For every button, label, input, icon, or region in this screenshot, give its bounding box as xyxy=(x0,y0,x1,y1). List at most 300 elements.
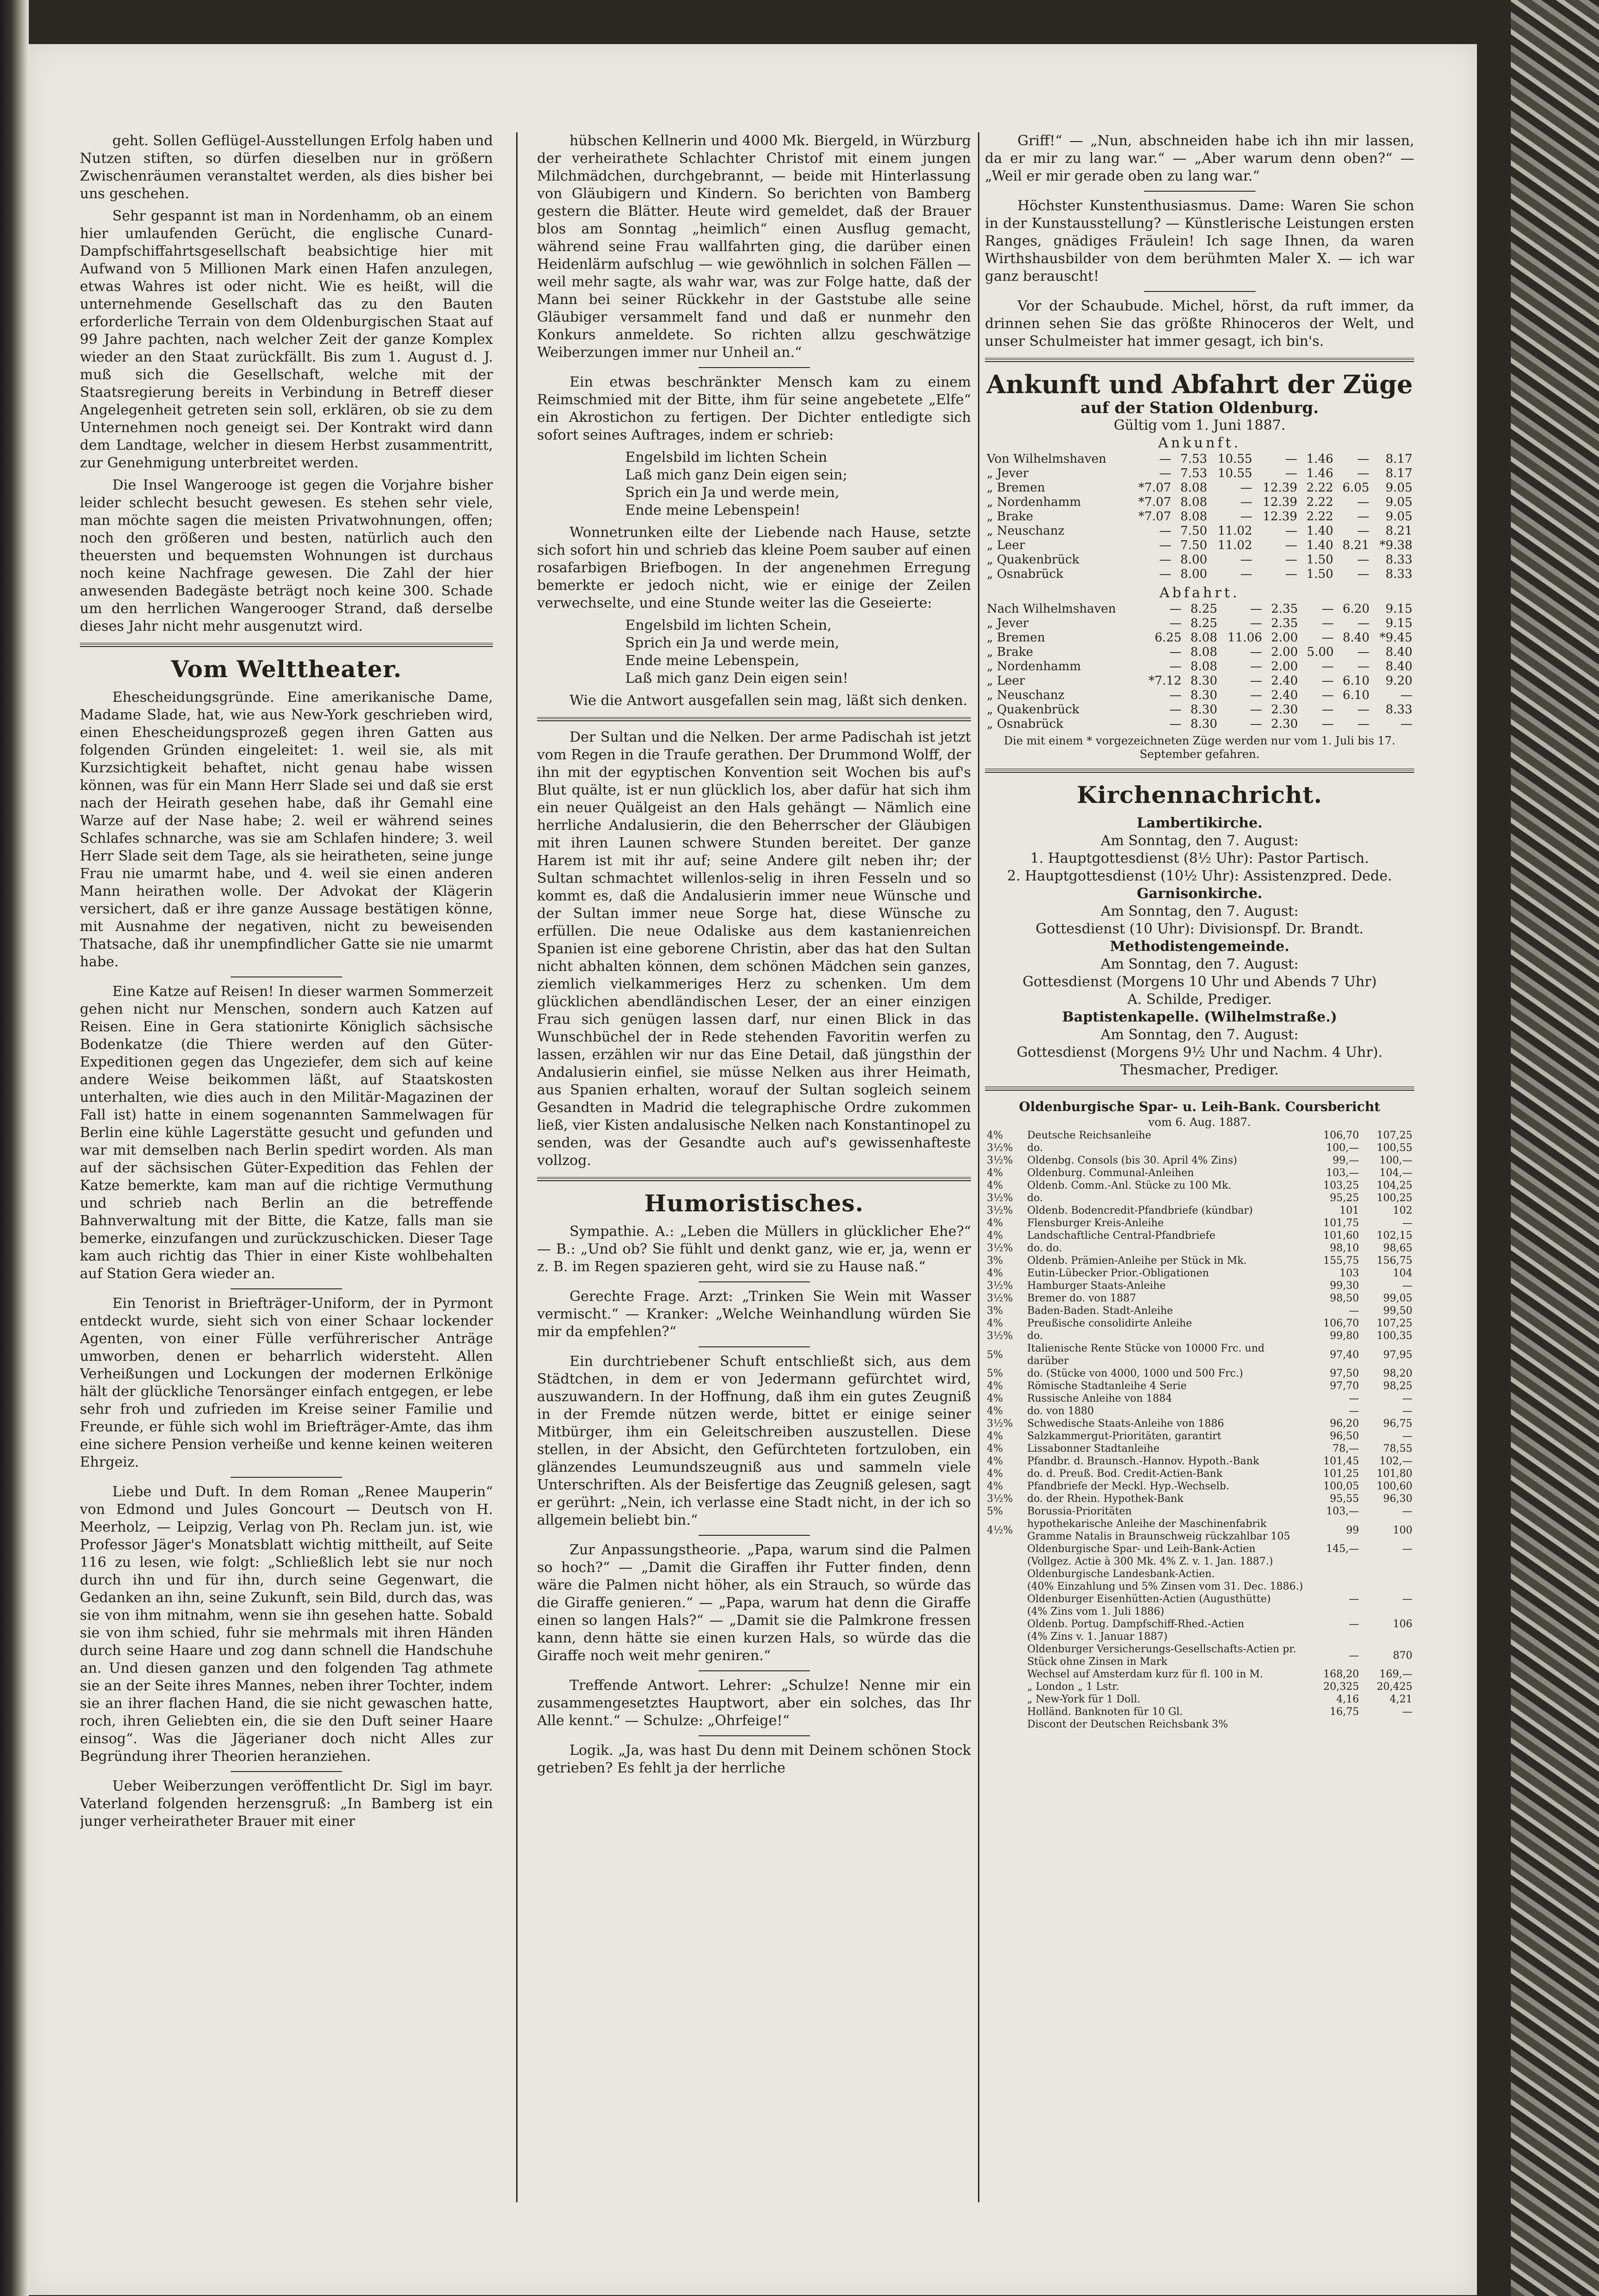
table-cell: — xyxy=(1169,645,1182,659)
table-cell: — xyxy=(1402,1405,1412,1417)
table-cell: 8.30 xyxy=(1190,674,1217,688)
table-cell: Italienische Rente Stücke von 10000 Frc. und darüber xyxy=(1027,1343,1265,1367)
table-cell: 98,50 xyxy=(1329,1293,1359,1304)
table-cell: 6.25 xyxy=(1154,631,1182,645)
bank-title: Oldenburgische Spar- u. Leih-Bank. Coursbericht xyxy=(1019,1099,1380,1114)
paragraph: Ueber Weiberzungen veröffentlicht Dr. Sigl im bayr. Vaterland folgenden herzensgruß: „In Bamberg ist ein junger verheiratheter Brauer mit einer xyxy=(80,1778,493,1830)
table-row xyxy=(985,1568,1414,1580)
table-cell: 6.10 xyxy=(1342,674,1370,688)
table-cell: do. der Rhein. Hypothek-Bank xyxy=(1027,1493,1184,1505)
table-cell: 102 xyxy=(1393,1205,1412,1216)
table-cell: 5% xyxy=(987,1368,1003,1379)
table-cell: 2.00 xyxy=(1271,631,1298,645)
table-row xyxy=(985,1242,1414,1255)
table-cell: „ Bremen xyxy=(987,481,1045,495)
table-cell: — xyxy=(1159,567,1172,581)
table-cell xyxy=(1308,1605,1361,1618)
table-row xyxy=(985,1154,1414,1167)
table-cell: 102,15 xyxy=(1377,1230,1412,1242)
church-line: 1. Hauptgottesdienst (8½ Uhr): Pastor Partisch. xyxy=(1030,850,1369,867)
table-cell: 97,50 xyxy=(1329,1368,1359,1379)
table-cell: do. xyxy=(1027,1192,1043,1204)
table-cell: 6.10 xyxy=(1342,688,1370,702)
table-cell: do. d. Preuß. Bod. Credit-Actien-Bank xyxy=(1027,1468,1223,1480)
table-cell: 8.30 xyxy=(1190,688,1217,702)
table-cell xyxy=(985,1555,1025,1568)
table-row xyxy=(985,1580,1414,1593)
table-cell: 11.06 xyxy=(1227,631,1262,645)
table-cell: 1.40 xyxy=(1306,524,1334,538)
table-cell: Eutin-Lübecker Prior.-Obligationen xyxy=(1027,1268,1209,1279)
table-cell: — xyxy=(1402,1393,1412,1404)
table-cell: 9.05 xyxy=(1385,481,1412,495)
table-cell: 4% xyxy=(987,1430,1003,1442)
table-cell: 4,21 xyxy=(1390,1694,1412,1705)
table-cell: 7.53 xyxy=(1180,466,1207,480)
table-cell: — xyxy=(1285,524,1297,538)
table-cell xyxy=(1308,1630,1361,1643)
poem-line: Engelsbild im lichten Schein xyxy=(625,449,828,466)
poem-line: Ende meine Lebenspein, xyxy=(625,653,799,669)
table-cell: 98,25 xyxy=(1383,1380,1412,1392)
table-cell xyxy=(1308,1718,1361,1731)
table-cell: 97,95 xyxy=(1383,1349,1412,1361)
table-row xyxy=(985,1618,1414,1630)
table-row xyxy=(985,1681,1414,1693)
table-cell: 4% xyxy=(987,1455,1003,1467)
poem-line: Sprich ein Ja und werde mein, xyxy=(625,635,840,651)
table-row xyxy=(985,510,1414,524)
table-cell xyxy=(985,1681,1025,1693)
table-cell: 96,75 xyxy=(1383,1418,1412,1429)
table-cell: Oldenburgische Landesbank-Actien. xyxy=(1027,1568,1215,1580)
church-line: 2. Hauptgottesdienst (10½ Uhr): Assistenzpred. Dede. xyxy=(1007,868,1392,884)
table-cell: 4% xyxy=(987,1468,1003,1480)
table-cell xyxy=(985,1706,1025,1718)
table-cell: — xyxy=(1285,466,1297,480)
table-cell: 1.46 xyxy=(1306,466,1334,480)
divider-short xyxy=(1144,191,1256,192)
paragraph: Logik. „Ja, was hast Du denn mit Deinem schönen Stock getrieben? Es fehlt ja der herrliche xyxy=(537,1742,971,1776)
table-cell xyxy=(985,1718,1025,1731)
table-cell: „ Quakenbrück xyxy=(987,703,1080,717)
table-cell: 107,25 xyxy=(1377,1318,1412,1329)
table-cell: (4% Zins v. 1. Januar 1887) xyxy=(1027,1631,1168,1643)
table-cell: 3½% xyxy=(987,1293,1013,1304)
table-row xyxy=(985,1204,1414,1217)
table-row xyxy=(985,1305,1414,1317)
table-cell: 8.08 xyxy=(1180,495,1207,509)
table-cell: — xyxy=(1402,1430,1412,1442)
table-cell: — xyxy=(1357,510,1370,524)
table-cell: — xyxy=(1357,524,1370,538)
paragraph: Höchster Kunstenthusiasmus. Dame: Waren Sie schon in der Kunstausstellung? — Künstlerische Leistungen ersten Ranges, gnädiges Fräulein! Ich sage Ihnen, da waren Wirthshausbilder von dem berühmten Maler X. — ich war ganz berauscht! xyxy=(985,198,1414,285)
table-cell: 155,75 xyxy=(1323,1255,1359,1267)
table-cell: 101,75 xyxy=(1323,1217,1359,1229)
table-cell: Oldenburg. Communal-Anleihen xyxy=(1027,1167,1194,1179)
table-cell: — xyxy=(1348,1593,1359,1605)
table-cell: *7.07 xyxy=(1138,510,1172,524)
paragraph: Ein durchtriebener Schuft entschließt sich, aus dem Städtchen, in dem er von Jedermann gefürchtet wird, auszuwandern. In der Hoffnung, daß ihm ein gutes Zeugniß in der Fremde nützen werde, bittet er einige seiner Mitbürger, ihm ein Geleitschreiben auszustellen. Diese stellen, in der Absicht, den Gefürchteten fortzuloben, ein glänzendes Leumundszeugniß aus und sammeln viele Unterschriften. Als der Beisfertige das Zeugniß gelesen, sagt er gerührt: „Nein, ich verlasse eine Stadt nicht, in der ich so allgemein beliebt bin.“ xyxy=(537,1353,971,1528)
table-row xyxy=(985,1442,1414,1455)
table-cell: — xyxy=(1169,688,1182,702)
table-cell: — xyxy=(1250,688,1262,702)
table-row xyxy=(985,1518,1414,1543)
table-cell: 103,25 xyxy=(1323,1180,1359,1191)
table-cell: Oldenburger Versicherungs-Gesellschafts-Actien pr. Stück ohne Zinsen in Mark xyxy=(1027,1643,1296,1668)
table-row xyxy=(985,1192,1414,1204)
table-cell xyxy=(1361,1605,1414,1618)
table-cell: 3½% xyxy=(987,1242,1013,1254)
table-cell: 104,— xyxy=(1379,1167,1412,1179)
table-cell xyxy=(985,1643,1025,1668)
arrival-table xyxy=(985,452,1414,582)
table-cell: 870 xyxy=(1393,1649,1412,1662)
train-subtitle: auf der Station Oldenburg. xyxy=(1080,399,1319,417)
table-cell: 2.40 xyxy=(1271,688,1298,702)
paragraph: Wonnetrunken eilte der Liebende nach Hause, setzte sich sofort hin und schrieb das kleine Poem sauber auf einen rosafarbigen Briefbogen. In der angenehmen Erregung bemerkte er jedoch nicht, wie er einige der Zeilen verwechselte, und eine Stunde weiter las die Geseierte: xyxy=(537,524,971,611)
table-cell: 101,80 xyxy=(1377,1468,1412,1480)
table-cell: — xyxy=(1240,481,1252,495)
table-row xyxy=(985,1167,1414,1179)
table-row xyxy=(985,1417,1414,1430)
table-cell: 9.05 xyxy=(1385,495,1412,509)
table-cell: Deutsche Reichsanleihe xyxy=(1027,1130,1152,1141)
divider xyxy=(537,1177,971,1181)
table-cell: 8.30 xyxy=(1190,703,1217,717)
table-cell xyxy=(985,1605,1025,1618)
table-cell: 4% xyxy=(987,1217,1003,1229)
departure-table xyxy=(985,602,1414,731)
table-cell: 99,80 xyxy=(1329,1330,1359,1342)
table-cell: — xyxy=(1321,602,1334,616)
table-cell xyxy=(1308,1580,1361,1593)
table-cell: 2.30 xyxy=(1271,717,1298,731)
church-news xyxy=(985,780,1414,1079)
table-cell: do. do. xyxy=(1027,1242,1062,1254)
paragraph: geht. Sollen Geflügel-Ausstellungen Erfolg haben und Nutzen stiften, so dürfen dieselben nur in größern Zwischenräumen veranstaltet werden, als dies bisher bei uns geschehen. xyxy=(80,133,493,202)
table-cell: 4% xyxy=(987,1180,1003,1191)
table-cell: Bremer do. von 1887 xyxy=(1027,1293,1136,1304)
divider-short xyxy=(699,1346,810,1347)
table-cell: 78,55 xyxy=(1383,1443,1412,1455)
paragraph: Der Sultan und die Nelken. Der arme Padischah ist jetzt vom Regen in die Traufe gerathen. Der Drummond Wolff, der ihn mit der egyptischen Konvention seit Wochen bis auf's Blut quälte, ist er nun glücklich los, aber dafür hat sich ihm ein neuer Quälgeist an den Hals gehängt — Nämlich eine herrliche Andalusierin, die den Beherrscher der Gläubigen mit ihren Launen schwere Stunden bereitet. Der ganze Harem ist mit ihr auf; seine Andere gilt neben ihr; der Sultan schmachtet willenlos-selig in ihren Fesseln und so kommt es, daß die Andalusierin immer neue Wünsche und der Sultan immer neue Sorge hat, diese Wünsche zu erfüllen. Die neue Odaliske aus dem kastanienreichen Spanien ist eine geborene Christin, aber das hat den Sultan nicht abhalten können, dem schönen Mädchen sein ganzes, ziemlich vielkammeriges Herz zu schenken. Um dem glücklichen abendländischen Leser, der an einer einzigen Frau sich genügen lassen darf, nur einen Blick in das Wunschbüchel der in Rede stehenden Favoritin werfen zu lassen, erzählen wir nur das Eine Detail, daß jüngsthin der Andalusierin einfiel, sie müsse Nelken aus ihrer Heimath, aus Spanien erhalten, worauf der Sultan sogleich seinem Gesandten in Madrid die telegraphische Ordre zukommen ließ, vier Kisten andalusische Nelken nach Konstantinopel zu senden, was der Gesandte auch auf's gewissenhafteste vollzog. xyxy=(537,729,971,1169)
table-cell: 8.33 xyxy=(1385,703,1412,717)
table-cell: 106,70 xyxy=(1323,1318,1359,1329)
table-cell: 99,30 xyxy=(1329,1280,1359,1292)
table-cell: 101,45 xyxy=(1323,1455,1359,1467)
table-cell: do. von 1880 xyxy=(1027,1405,1094,1417)
table-row xyxy=(985,717,1414,731)
table-cell xyxy=(985,1543,1025,1555)
table-cell: — xyxy=(1169,660,1182,673)
church-line: Gottesdienst (Morgens 10 Uhr und Abends 7 Uhr) xyxy=(1022,974,1377,990)
table-cell: — xyxy=(1240,567,1252,581)
table-cell: 103 xyxy=(1339,1268,1359,1279)
table-cell: — xyxy=(1321,674,1334,688)
table-cell: Discont der Deutschen Reichsbank 3% xyxy=(1027,1719,1228,1730)
column-1 xyxy=(80,132,493,2221)
table-cell: 20,325 xyxy=(1323,1681,1359,1693)
table-cell: 4% xyxy=(987,1481,1003,1492)
table-cell: 99 xyxy=(1346,1524,1359,1536)
table-cell: — xyxy=(1357,703,1370,717)
table-cell: — xyxy=(1250,645,1262,659)
table-cell: 7.50 xyxy=(1180,538,1207,552)
table-cell xyxy=(985,1580,1025,1593)
table-cell: 8.08 xyxy=(1180,481,1207,495)
table-cell: 7.50 xyxy=(1180,524,1207,538)
divider xyxy=(80,643,493,647)
table-cell: — xyxy=(1285,452,1297,466)
paragraph: Wie die Antwort ausgefallen sein mag, läßt sich denken. xyxy=(570,692,968,709)
poem-line: Ende meine Lebenspein! xyxy=(625,502,801,518)
table-cell: — xyxy=(1321,616,1334,630)
table-cell: Russische Anleihe von 1884 xyxy=(1027,1393,1172,1404)
table-cell: — xyxy=(1402,1543,1412,1555)
table-cell: 12.39 xyxy=(1262,481,1297,495)
table-cell xyxy=(1361,1718,1414,1731)
table-cell: 8.40 xyxy=(1385,645,1412,659)
table-cell: „ Leer xyxy=(987,674,1025,688)
table-cell: — xyxy=(1321,631,1334,645)
table-cell: Salzkammergut-Prioritäten, garantirt xyxy=(1027,1430,1222,1442)
table-cell: 5.00 xyxy=(1307,645,1334,659)
table-cell: 169,— xyxy=(1379,1669,1412,1680)
table-cell: — xyxy=(1348,1405,1359,1417)
paragraph: Eine Katze auf Reisen! In dieser warmen Sommerzeit gehen nicht nur Menschen, sondern auch Katzen auf Reisen. Eine in Gera stationirte Königlich sächsische Bodenkatze (die Thiere werden auf den Güter-Expeditionen gegen das Ungeziefer, dem sich auf keine andere Weise beikommen läßt, auf Staatskosten unterhalten, wie dies auch in den Militär-Magazinen der Fall ist) hatte in einem sogenannten Sammelwagen für Berlin eine kühle Lagerstätte gesucht und gefunden und war mit demselben nach Berlin spedirt worden. Als man auf der sächsischen Güter-Expedition das Fehlen der Katze bemerkte, kam man auf die richtige Vermuthung und schrieb nach Berlin an die betreffende Bahnverwaltung mit der Bitte, die Katze, falls man sie bemerke, einzufangen und zurückzuschicken. Dieser Tage kam auch richtig das Thier in einer Kiste wohlbehalten auf Station Gera wieder an. xyxy=(80,983,493,1282)
table-cell: 3½% xyxy=(987,1192,1013,1204)
table-cell: 100,— xyxy=(1326,1142,1359,1154)
table-cell: 20,425 xyxy=(1377,1681,1412,1693)
table-cell: 99,05 xyxy=(1383,1293,1412,1304)
table-cell: „ London „ 1 Lstr. xyxy=(1027,1681,1120,1693)
paragraph: Griff!“ — „Nun, abschneiden habe ich ihn mir lassen, da er mir zu lang war.“ — „Aber warum denn oben?“ — „Weil er mir gerade oben zu lang war.“ xyxy=(985,133,1414,184)
table-cell: 97,40 xyxy=(1329,1349,1359,1361)
table-cell: — xyxy=(1240,553,1252,567)
table-cell: Von Wilhelmshaven xyxy=(987,452,1107,466)
divider-short xyxy=(699,1670,810,1671)
church-title: Kirchennachricht. xyxy=(1077,781,1322,808)
table-cell: Römische Stadtanleihe 4 Serie xyxy=(1027,1380,1187,1392)
table-cell: 8.21 xyxy=(1342,538,1370,552)
book-spine xyxy=(0,0,29,2296)
table-cell: Oldenb. Bodencredit-Pfandbriefe (kündbar) xyxy=(1027,1205,1253,1216)
table-cell: *9.45 xyxy=(1379,631,1412,645)
table-cell: 8.21 xyxy=(1385,524,1412,538)
table-row xyxy=(985,1267,1414,1280)
table-row xyxy=(985,1317,1414,1330)
table-cell: — xyxy=(1250,616,1262,630)
table-cell: — xyxy=(1169,703,1182,717)
table-cell xyxy=(1361,1580,1414,1593)
table-cell: 96,30 xyxy=(1383,1493,1412,1505)
table-cell: „ Quakenbrück xyxy=(987,553,1080,567)
table-cell: — xyxy=(1348,1393,1359,1404)
table-cell: 3½% xyxy=(987,1155,1013,1166)
table-cell: 99,50 xyxy=(1383,1305,1412,1317)
table-cell: — xyxy=(1159,553,1172,567)
table-cell: 8.40 xyxy=(1385,660,1412,673)
table-cell: — xyxy=(1159,466,1172,480)
table-row xyxy=(985,1718,1414,1731)
table-cell: — xyxy=(1400,688,1412,702)
table-cell: — xyxy=(1159,524,1172,538)
table-cell: 8.08 xyxy=(1190,645,1217,659)
table-cell: 8.33 xyxy=(1385,567,1412,581)
table-cell: 3½% xyxy=(987,1418,1013,1429)
table-cell: 98,65 xyxy=(1383,1242,1412,1254)
table-cell: „ Osnabrück xyxy=(987,567,1063,581)
table-cell: Nach Wilhelmshaven xyxy=(987,602,1116,616)
table-cell: „ Leer xyxy=(987,538,1025,552)
table-cell: Preußische consolidirte Anleihe xyxy=(1027,1318,1192,1329)
table-cell: (40% Einzahlung und 5% Zinsen vom 31. Dec. 1886.) xyxy=(1027,1581,1303,1592)
table-row xyxy=(985,703,1414,717)
table-row xyxy=(985,1255,1414,1267)
table-cell: Schwedische Staats-Anleihe von 1886 xyxy=(1027,1418,1224,1429)
table-cell: Baden-Baden. Stadt-Anleihe xyxy=(1027,1305,1173,1317)
table-cell: 104 xyxy=(1393,1268,1412,1279)
table-cell: Wechsel auf Amsterdam kurz für fl. 100 in M. xyxy=(1027,1669,1263,1680)
table-cell: 3½% xyxy=(987,1330,1013,1342)
table-cell: 11.02 xyxy=(1217,538,1252,552)
table-cell: Flensburger Kreis-Anleihe xyxy=(1027,1217,1164,1229)
column-rule xyxy=(516,132,518,2202)
table-cell: Lissabonner Stadtanleihe xyxy=(1027,1443,1159,1455)
table-row xyxy=(985,1605,1414,1618)
table-cell: 8.00 xyxy=(1180,553,1207,567)
table-row xyxy=(985,466,1414,481)
table-cell: — xyxy=(1348,1305,1359,1317)
table-cell: Oldenburgische Spar- und Leih-Bank-Actien xyxy=(1027,1543,1256,1555)
bank-date: vom 6. Aug. 1887. xyxy=(1148,1116,1251,1129)
marbled-edge xyxy=(1511,0,1599,2296)
table-cell: — xyxy=(1348,1618,1359,1630)
table-row xyxy=(985,1405,1414,1417)
table-row xyxy=(985,452,1414,466)
table-cell: „ Nordenhamm xyxy=(987,495,1081,509)
table-cell: — xyxy=(1400,717,1412,731)
table-cell: 145,— xyxy=(1326,1543,1359,1555)
table-cell: 11.02 xyxy=(1217,524,1252,538)
table-cell: 100,25 xyxy=(1377,1192,1412,1204)
table-cell: Pfandbr. d. Braunsch.-Hannov. Hypoth.-Bank xyxy=(1027,1455,1259,1467)
church-line: Methodistengemeinde. xyxy=(1110,938,1289,955)
table-row xyxy=(985,688,1414,703)
church-line: Am Sonntag, den 7. August: xyxy=(1101,1027,1299,1043)
table-row xyxy=(985,1630,1414,1643)
table-cell: 9.20 xyxy=(1385,674,1412,688)
table-cell: Hamburger Staats-Anleihe xyxy=(1027,1280,1166,1292)
section-heading: Vom Welttheater. xyxy=(171,655,402,683)
table-cell: Oldenb. Comm.-Anl. Stücke zu 100 Mk. xyxy=(1027,1180,1231,1191)
table-cell: 4% xyxy=(987,1380,1003,1392)
table-row xyxy=(985,616,1414,631)
table-cell: 107,25 xyxy=(1377,1130,1412,1141)
divider-short xyxy=(231,1771,342,1772)
divider-short xyxy=(699,1735,810,1736)
table-cell: 8.30 xyxy=(1190,717,1217,731)
church-line: Am Sonntag, den 7. August: xyxy=(1101,903,1299,919)
table-cell: 2.35 xyxy=(1271,602,1298,616)
bank-report xyxy=(985,1098,1414,1731)
table-cell: — xyxy=(1321,660,1334,673)
table-row xyxy=(985,631,1414,645)
table-cell: 7.53 xyxy=(1180,452,1207,466)
table-cell: 12.39 xyxy=(1262,495,1297,509)
table-cell: 106 xyxy=(1393,1618,1412,1630)
table-cell xyxy=(985,1593,1025,1605)
table-cell: 10.55 xyxy=(1217,452,1252,466)
church-line: Garnisonkirche. xyxy=(1137,886,1262,902)
table-row xyxy=(985,1142,1414,1154)
table-cell: 98,10 xyxy=(1329,1242,1359,1254)
table-cell: 103,— xyxy=(1326,1506,1359,1517)
table-cell: 4% xyxy=(987,1443,1003,1455)
table-cell: 8.25 xyxy=(1190,602,1217,616)
table-cell: 2.22 xyxy=(1306,510,1334,524)
table-cell: 8.08 xyxy=(1180,510,1207,524)
table-row xyxy=(985,1468,1414,1480)
bank-table xyxy=(985,1129,1414,1731)
table-cell: — xyxy=(1402,1217,1412,1229)
table-row xyxy=(985,1493,1414,1505)
table-cell xyxy=(1361,1555,1414,1568)
table-row xyxy=(985,538,1414,553)
church-line: Am Sonntag, den 7. August: xyxy=(1101,956,1299,972)
table-cell xyxy=(985,1630,1025,1643)
table-cell: — xyxy=(1169,602,1182,616)
table-cell: do. xyxy=(1027,1142,1043,1154)
table-cell: — xyxy=(1357,660,1370,673)
table-cell: 156,75 xyxy=(1377,1255,1412,1267)
table-cell: 12.39 xyxy=(1262,510,1297,524)
table-cell: do. (Stücke von 4000, 1000 und 500 Frc.) xyxy=(1027,1368,1243,1379)
table-cell: 1.46 xyxy=(1306,452,1334,466)
humor-continued xyxy=(985,132,1414,350)
arrival-label: Ankunft. xyxy=(1158,435,1241,451)
table-cell: 8.33 xyxy=(1385,553,1412,567)
table-cell: 8.00 xyxy=(1180,567,1207,581)
table-cell: — xyxy=(1250,660,1262,673)
church-line: Lambertikirche. xyxy=(1137,815,1262,831)
train-schedule xyxy=(985,369,1414,761)
table-cell: 104,25 xyxy=(1377,1180,1412,1191)
paragraph: Vor der Schaubude. Michel, hörst, da ruft immer, da drinnen sehen Sie das größte Rhinoceros der Welt, und unser Schulmeister hat immer gesagt, ich bin's. xyxy=(985,298,1414,349)
table-cell: 8.08 xyxy=(1190,660,1217,673)
table-row xyxy=(985,1229,1414,1242)
table-cell: — xyxy=(1159,538,1172,552)
table-cell: 2.35 xyxy=(1271,616,1298,630)
table-row xyxy=(985,1342,1414,1367)
table-row xyxy=(985,1129,1414,1142)
table-cell: 8.17 xyxy=(1385,452,1412,466)
table-cell: „ Brake xyxy=(987,510,1033,524)
church-line: A. Schilde, Prediger. xyxy=(1127,991,1272,1008)
paragraph: Treffende Antwort. Lehrer: „Schulze! Nenne mir ein zusammengesetztes Hauptwort, aber ein solches, das Ihr Alle kennt.“ — Schulze: „Ohrfeige!“ xyxy=(537,1677,971,1729)
table-cell: Borussia-Prioritäten xyxy=(1027,1506,1132,1517)
paragraph: hübschen Kellnerin und 4000 Mk. Biergeld, in Würzburg der verheirathete Schlachter Christof mit einem jungen Milchmädchen, durchgebrannt, — beide mit Hinterlassung von Gläubigern und Kindern. So berichten von Bamberg gestern die Blätter. Heute wird gemeldet, daß der Brauer blos am Sonntag „heimlich“ einen Ausflug gemacht, während seine Frau wallfahrten ging, die darüber einen Heidenlärm aufschlug — wie gewöhnlich in solchen Fällen — weil mehr sagte, als wahr war, was zur Folge hatte, daß der Mann bei seiner Rückkehr in der Gaststube alle seine Gläubiger versammelt fand und daß er nunmehr den Konkurs anmeldete. So richten allzu geschwätzige Weiberzungen immer nur Unheil an.“ xyxy=(537,133,971,361)
table-cell xyxy=(1361,1568,1414,1580)
table-cell: 2.40 xyxy=(1271,674,1298,688)
table-cell: — xyxy=(1285,538,1297,552)
table-cell: — xyxy=(1321,688,1334,702)
table-row xyxy=(985,1280,1414,1292)
table-row xyxy=(985,1217,1414,1229)
table-cell: — xyxy=(1169,616,1182,630)
table-cell xyxy=(985,1568,1025,1580)
